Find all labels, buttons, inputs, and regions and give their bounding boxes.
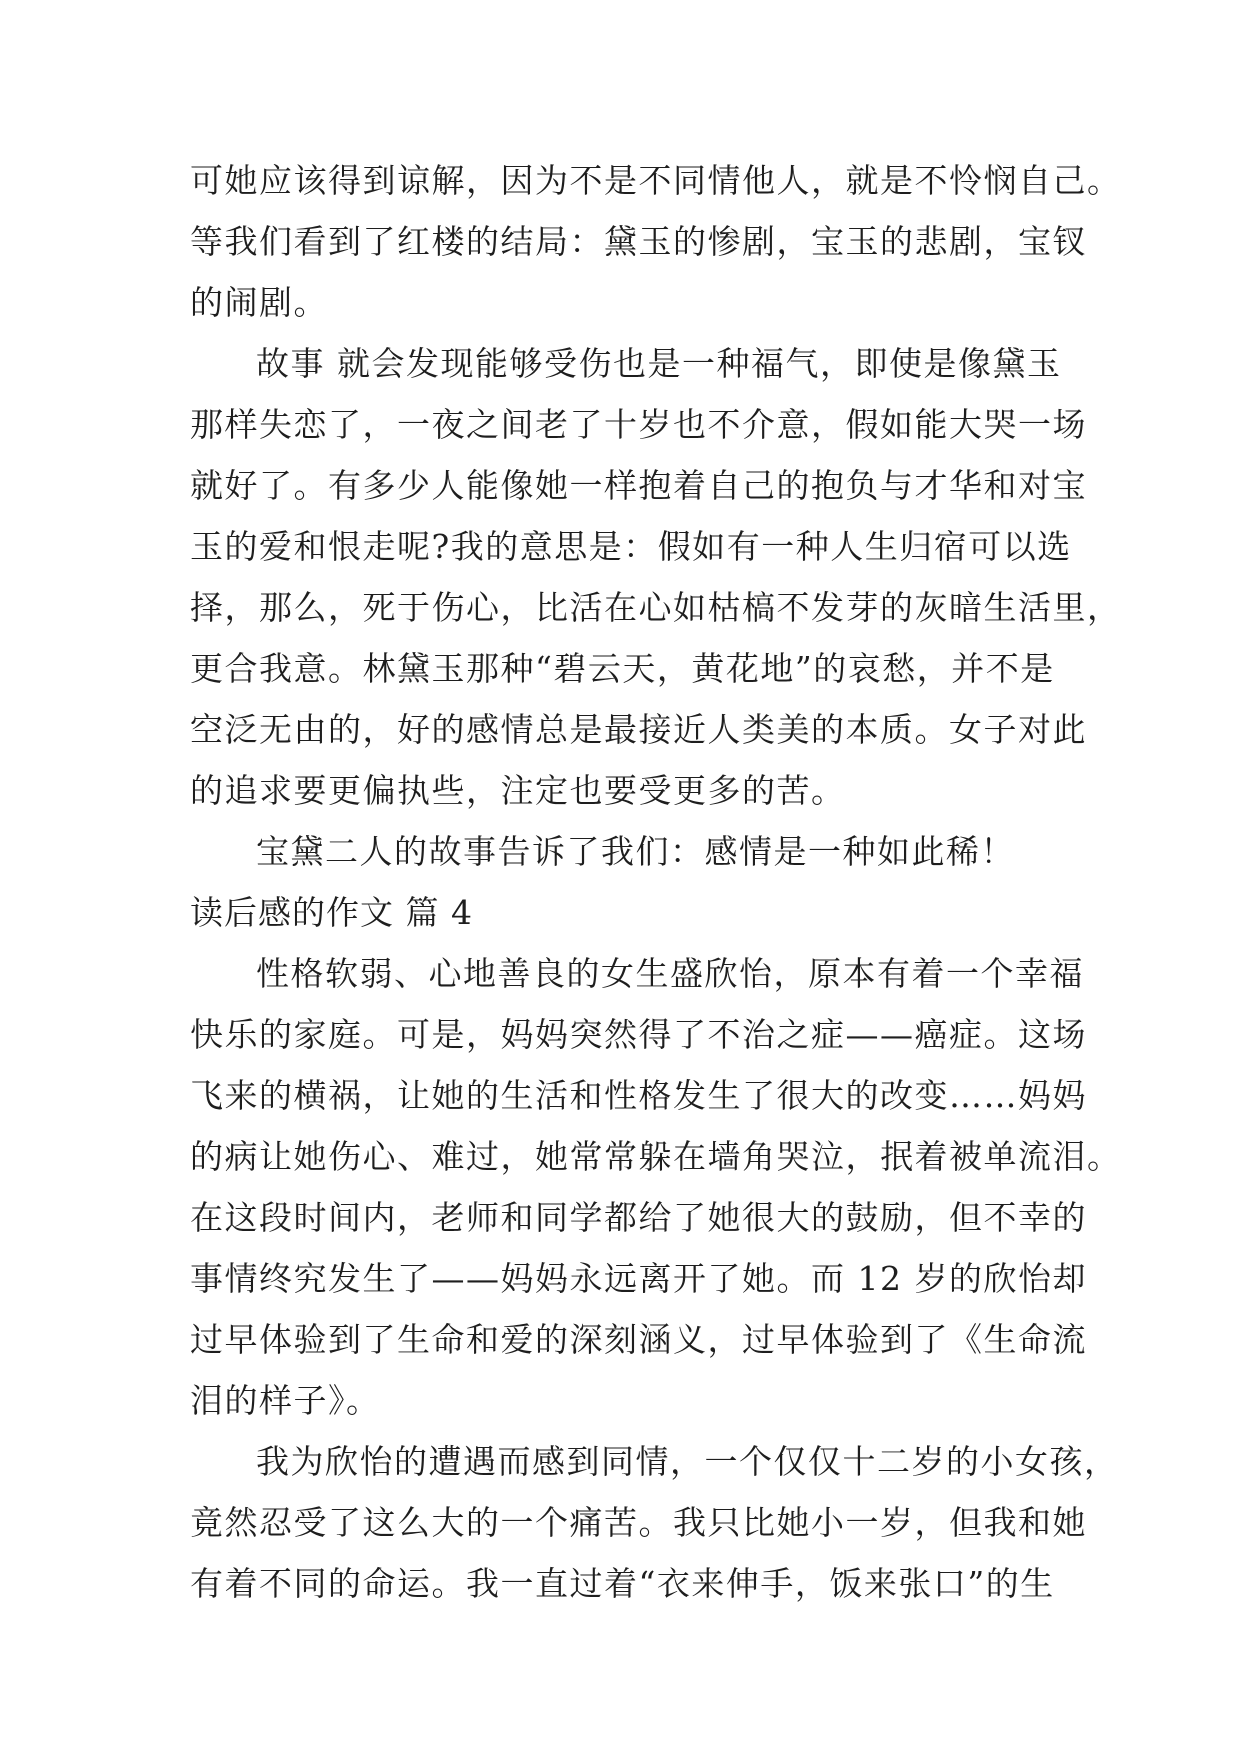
text-line: 快乐的家庭。可是，妈妈突然得了不治之症——癌症。这场	[190, 1015, 1087, 1054]
text-line: 故事 就会发现能够受伤也是一种福气，即使是像黛玉	[256, 344, 1062, 383]
text-line: 性格软弱、心地善良的女生盛欣怡，原本有着一个幸福	[256, 954, 1084, 993]
section-heading: 读后感的作文 篇 4	[190, 893, 473, 932]
text-line: 就好了。有多少人能像她一样抱着自己的抱负与才华和对宝	[190, 466, 1087, 505]
document-body	[190, 150, 1122, 1614]
text-line: 那样失恋了，一夜之间老了十岁也不介意，假如能大哭一场	[190, 405, 1087, 444]
text-line: 等我们看到了红楼的结局：黛玉的惨剧，宝玉的悲剧，宝钗	[190, 222, 1087, 261]
text-line: 的闹剧。	[190, 283, 328, 322]
text-line: 在这段时间内，老师和同学都给了她很大的鼓励，但不幸的	[190, 1198, 1087, 1237]
text-line: 玉的爱和恨走呢?我的意思是：假如有一种人生归宿可以选	[190, 527, 1072, 566]
text-line: 择，那么，死于伤心，比活在心如枯槁不发芽的灰暗生活里，	[190, 588, 1122, 627]
text-line: 的追求要更偏执些，注定也要受更多的苦。	[190, 771, 846, 810]
text-line: 空泛无由的，好的感情总是最接近人类美的本质。女子对此	[190, 710, 1087, 749]
text-line: 飞来的横祸，让她的生活和性格发生了很大的改变……妈妈	[190, 1076, 1087, 1115]
text-line: 竟然忍受了这么大的一个痛苦。我只比她小一岁，但我和她	[190, 1503, 1087, 1542]
text-line: 可她应该得到谅解，因为不是不同情他人，就是不怜悯自己。	[190, 161, 1122, 200]
text-line: 更合我意。林黛玉那种“碧云天，黄花地”的哀愁，并不是	[190, 649, 1055, 688]
text-line: 宝黛二人的故事告诉了我们：感情是一种如此稀！	[256, 832, 1015, 871]
text-line: 的病让她伤心、难过，她常常躲在墙角哭泣，抿着被单流泪。	[190, 1137, 1122, 1176]
text-line: 过早体验到了生命和爱的深刻涵义，过早体验到了《生命流	[190, 1320, 1087, 1359]
text-line: 泪的样子》。	[190, 1381, 381, 1420]
text-line: 事情终究发生了——妈妈永远离开了她。而 12 岁的欣怡却	[190, 1259, 1087, 1298]
text-line: 我为欣怡的遭遇而感到同情，一个仅仅十二岁的小女孩，	[256, 1442, 1119, 1481]
text-line: 有着不同的命运。我一直过着“衣来伸手，饭来张口”的生	[190, 1564, 1055, 1603]
